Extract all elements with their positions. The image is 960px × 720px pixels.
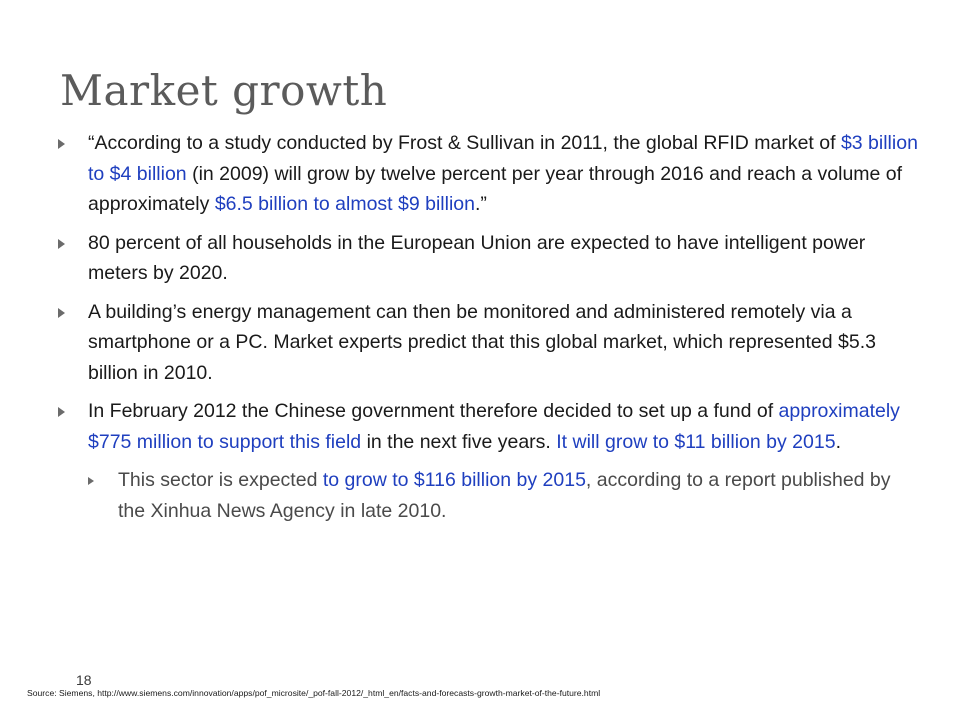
sub-bullet-item — [58, 465, 920, 526]
triangle-right-icon — [58, 407, 65, 417]
triangle-right-icon — [58, 239, 65, 249]
highlighted-text: $3 billion to $4 billion — [88, 132, 918, 185]
bullet-text-segment: “According to a study conducted by Frost & Sullivan in 2011, the global RFID market of — [88, 132, 841, 154]
bullet-text-segment: . — [835, 430, 841, 453]
bullet-text-segment: , according to a report published by the Xinhua News Agency in late 2010. — [118, 469, 891, 522]
triangle-right-icon — [58, 308, 65, 318]
source-citation: Source: Siemens, http://www.siemens.com/innovation/apps/pof_microsite/_pof-fall-2012/_html_en/facts-and-forecasts-growth-market-of-the-future.html — [27, 688, 601, 698]
bullet-item — [58, 396, 920, 457]
bullet-item — [58, 228, 920, 289]
bullet-item — [58, 297, 920, 389]
highlighted-text: to grow to $116 billion by 2015 — [322, 469, 586, 491]
bullet-text-segment: .” — [474, 193, 487, 215]
bullet-text-segment: A building’s energy management can then be monitored and administered remotely via a smartphone or a PC. Market experts predict that this global market, which represented $5.3 billion in 2010. — [88, 300, 876, 384]
triangle-right-icon — [88, 477, 94, 485]
slide-number: 18 — [76, 672, 92, 688]
highlighted-text: approximately $775 million to support this field — [88, 400, 900, 453]
bullet-text-segment: 80 percent of all households in the European Union are expected to have intelligent power meters by 2020. — [88, 231, 866, 284]
bullet-text-segment: In February 2012 the Chinese government therefore decided to set up a fund of — [88, 400, 779, 422]
bullet-text — [88, 301, 876, 384]
bullet-item — [58, 128, 920, 220]
bullet-text — [88, 132, 918, 215]
bullet-text — [118, 469, 891, 522]
bullet-text-segment: (in 2009) will grow by twelve percent per year through 2016 and reach a volume of approximately — [88, 162, 903, 215]
slide-title: Market growth — [60, 66, 388, 115]
highlighted-text: It will grow to $11 billion by 2015 — [556, 430, 836, 453]
bullet-text-segment: in the next five years. — [361, 430, 557, 453]
triangle-right-icon — [58, 139, 65, 149]
bullet-text — [88, 400, 900, 453]
bullet-list — [58, 128, 920, 534]
bullet-text-segment: This sector is expected — [118, 469, 323, 491]
highlighted-text: $6.5 billion to almost $9 billion — [214, 193, 475, 215]
bullet-text — [88, 232, 865, 285]
